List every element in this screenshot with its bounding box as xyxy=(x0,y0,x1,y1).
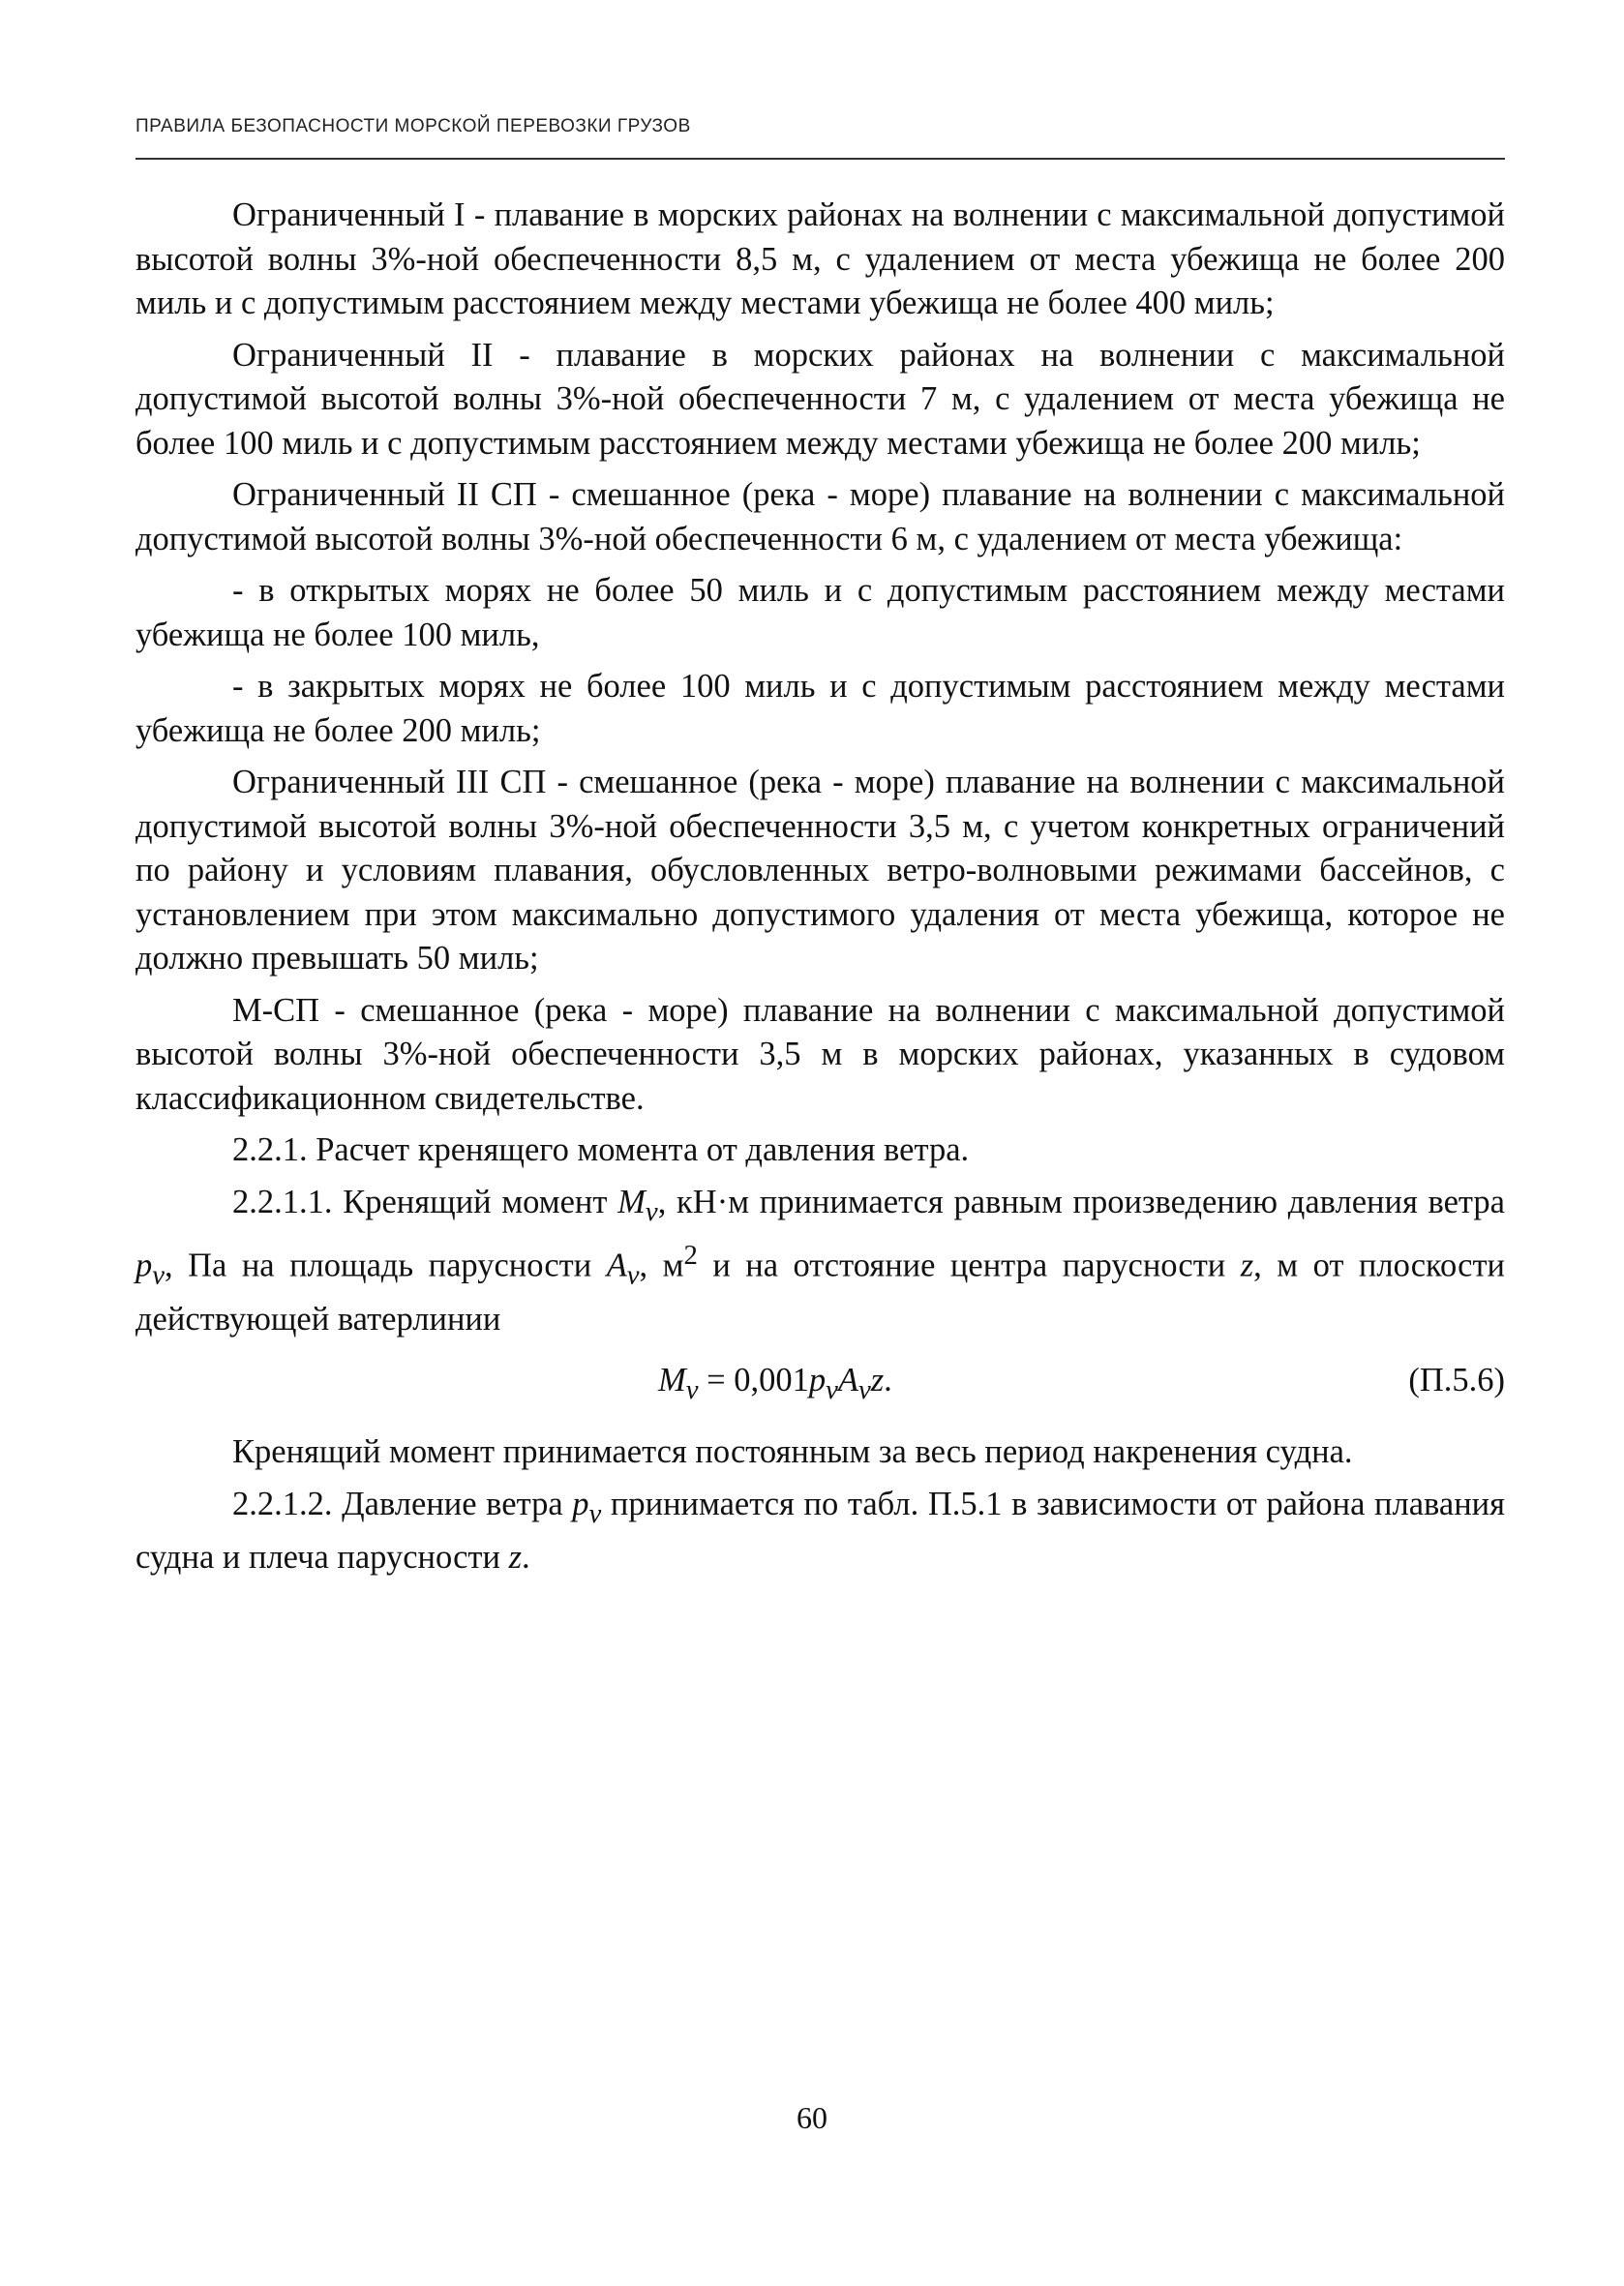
paragraph-restricted-2-sp: Ограниченный II СП - смешанное (река - море) плавание на волнении с максимальной допустимой высотой волны 3%-ной обеспеченности 6 м, с удалением от места убежища: xyxy=(135,476,1505,557)
header-rule xyxy=(135,158,1505,160)
formula-row xyxy=(135,1355,1505,1413)
formula-heeling-moment: $M_v = 0,001p_vA_vz$. xyxy=(658,1362,892,1406)
body-text xyxy=(135,194,1505,1588)
formula-number: (П.5.6) xyxy=(1408,1362,1505,1399)
page-number: 60 xyxy=(797,2100,827,2135)
paragraph-restricted-1: Ограниченный I - плавание в морских районах на волнении с максимальной допустимой высотой волны 3%-ной обеспеченности 8,5 м, с удалением от места убежища не более 200 миль и с допустимым расстоянием между местами убежища не более 400 миль; xyxy=(135,196,1505,321)
running-header: ПРАВИЛА БЕЗОПАСНОСТИ МОРСКОЙ ПЕРЕВОЗКИ ГРУЗОВ xyxy=(135,116,691,136)
paragraph-wind-pressure: 2.2.1.2. Давление ветра $p_v$ принимается по табл. П.5.1 в зависимости от района плавания судна и плеча парусности z. xyxy=(135,1485,1505,1577)
paragraph-open-seas: - в открытых морях не более 50 миль и с допустимым расстоянием между местами убежища не более 100 миль, xyxy=(135,572,1505,653)
paragraph-restricted-3-sp: Ограниченный III СП - смешанное (река - море) плавание на волнении с максимальной допустимой высотой волны 3%-ной обеспеченности 3,5 м, с учетом конкретных ограничений по району и условиям плавания, обусловленных ветро-волновыми режимами бассейнов, с установлением при этом максимально допустимого удаления от места убежища, которое не должно превышать 50 миль; xyxy=(135,764,1505,977)
section-heading-2-2-1: 2.2.1. Расчет кренящего момента от давления ветра. xyxy=(232,1131,970,1168)
paragraph-m-sp: М-СП - смешанное (река - море) плавание на волнении с максимальной допустимой высотой волны 3%-ной обеспеченности 3,5 м в морских районах, указанных в судовом классификационном свидетельстве. xyxy=(135,991,1505,1117)
paragraph-restricted-2: Ограниченный II - плавание в морских районах на волнении с максимальной допустимой высотой волны 3%-ной обеспеченности 7 м, с удалением от места убежища не более 100 миль и с допустимым расстоянием между местами убежища не более 200 миль; xyxy=(135,336,1505,462)
paragraph-closed-seas: - в закрытых морях не более 100 миль и с допустимым расстоянием между местами убежища не более 200 миль; xyxy=(135,668,1505,749)
paragraph-heeling-moment-definition: 2.2.1.1. Кренящий момент $M_v$, кН·м принимается равным произведению давления ветра $p_v$, Па на площадь парусности $A_v$, $м^2$ и на отстояние центра парусности z, м от плоскости действующей ватерлинии xyxy=(135,1183,1506,1338)
paragraph-constant-moment: Кренящий момент принимается постоянным за весь период накренения судна. xyxy=(232,1433,1353,1471)
